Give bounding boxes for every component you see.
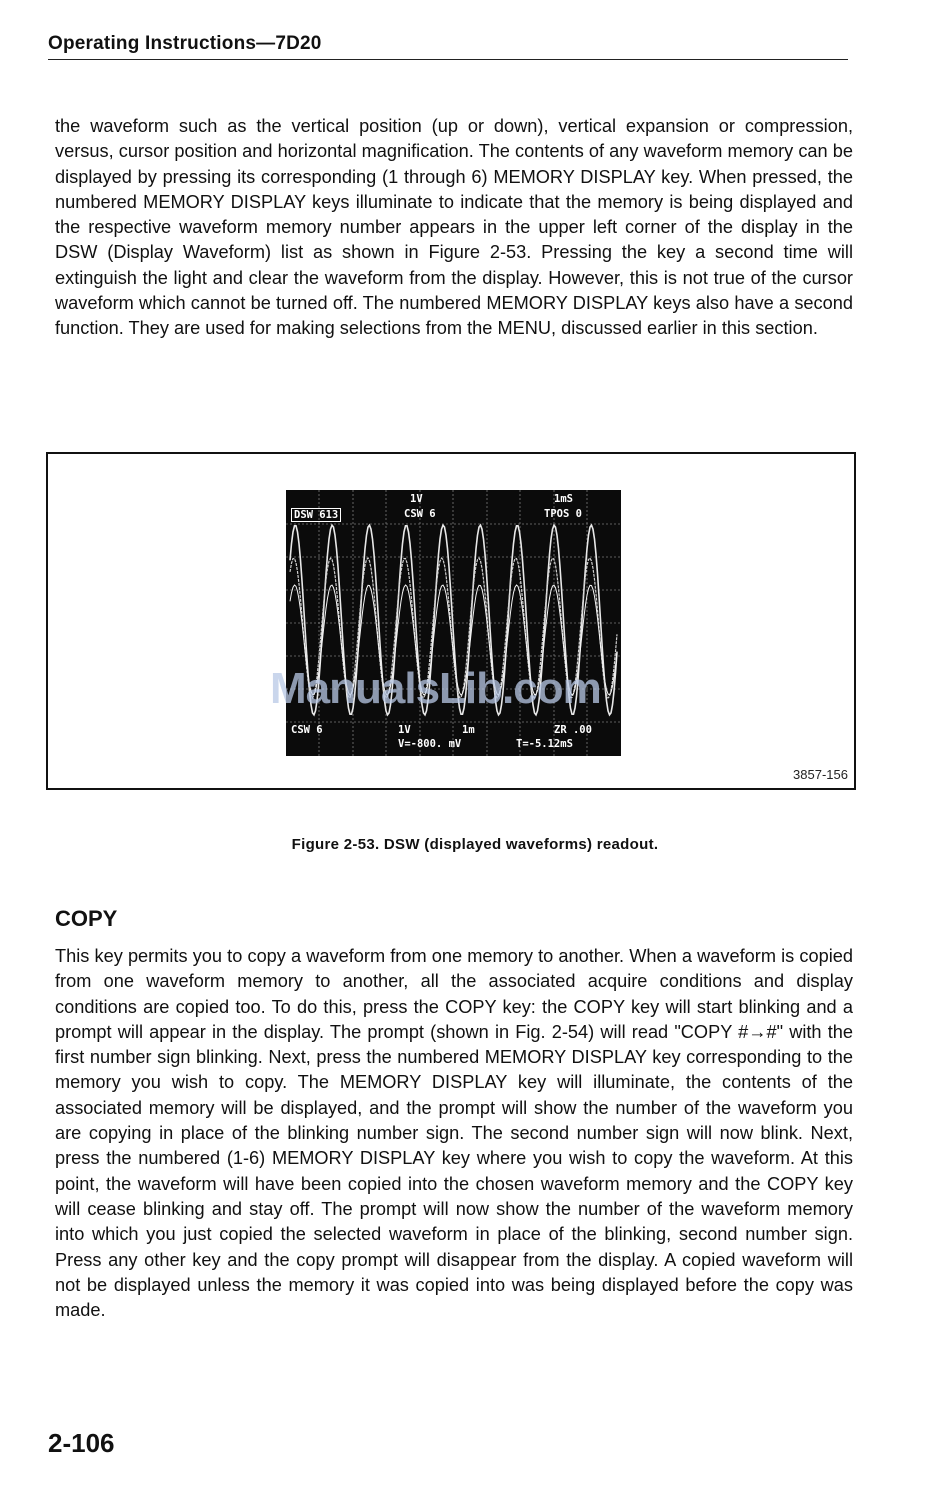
page-number: 2-106 — [48, 1428, 115, 1458]
header-rule — [48, 59, 848, 60]
figure-number: 3857-156 — [793, 767, 848, 782]
body-paragraph-intro: the waveform such as the vertical position (up or down), vertical expansion or compression, versus, cursor position and horizontal magnification. The contents of any waveform memory can be displayed by pressing its corresponding (1 through 6) MEMORY DISPLAY key. When pressed, the numbered MEMORY DISPLAY keys illuminate to indicate that the memory is being displayed and the respective waveform memory number appears in the upper left corner of the display in the DSW (Display Waveform) list as shown in Figure 2-53. Pressing the key a second time will extinguish the light and clear the waveform from the display. However, this is not true of the cursor waveform which cannot be turned off. The numbered MEMORY DISPLAY keys also have a second function. They are used for making selections from the MENU, discussed earlier in this section. — [55, 116, 853, 339]
graticule — [286, 490, 621, 756]
body-paragraph-copy: This key permits you to copy a waveform from one memory to another. When a waveform is copied from one waveform memory to another, all the associated acquire conditions and display conditions are copied too. To do this, press the COPY key: the COPY key will start blinking and a prompt will appear in the display. The prompt (shown in Fig. 2-54) will read "COPY #→#" with the first number sign blinking. Next, press the numbered MEMORY DISPLAY key corresponding to the memory you wish to copy. The MEMORY DISPLAY key will illuminate, the contents of the associated memory will be displayed, and the prompt will show the number of the waveform you are copying in place of the blinking number sign. The second number sign will now blink. Next, press the numbered (1-6) MEMORY DISPLAY key where you wish to copy the waveform. At this point, the waveform will have been copied into the chosen waveform memory and the COPY key will cease blinking and stay off. The prompt will now show the number of the waveform memory into which you just copied the selected waveform in place of the blinking, second number sign. Press any other key and the copy prompt will disappear from the display. A copied waveform will not be displayed unless the memory it was copied into was being displayed before the copy was made. — [55, 946, 853, 1321]
waveform-display — [286, 490, 621, 756]
tpos-label: TPOS 0 — [544, 508, 582, 520]
csw-top-label: CSW 6 — [404, 508, 436, 520]
figure-caption: Figure 2-53. DSW (displayed waveforms) readout. — [291, 836, 659, 853]
page-header-title: Operating Instructions—7D20 — [48, 33, 322, 54]
figure-frame — [46, 452, 856, 790]
section-heading: COPY — [55, 906, 118, 931]
zr-label: ZR .00 — [554, 724, 592, 736]
voltage-readout: V=-800. mV — [398, 738, 462, 750]
volts-bottom-label: 1V — [398, 724, 411, 736]
dsw-label: DSW 613 — [291, 508, 341, 522]
time-per-div-label: 1mS — [554, 493, 573, 505]
oscilloscope-screen — [286, 490, 621, 756]
volts-per-div-label: 1V — [410, 493, 423, 505]
time-readout: T=-5.12mS — [516, 738, 573, 750]
watermark-logo: ManualsLib.com — [270, 664, 601, 713]
time-bottom-label: 1m — [462, 724, 475, 736]
csw-bottom-label: CSW 6 — [291, 724, 323, 736]
